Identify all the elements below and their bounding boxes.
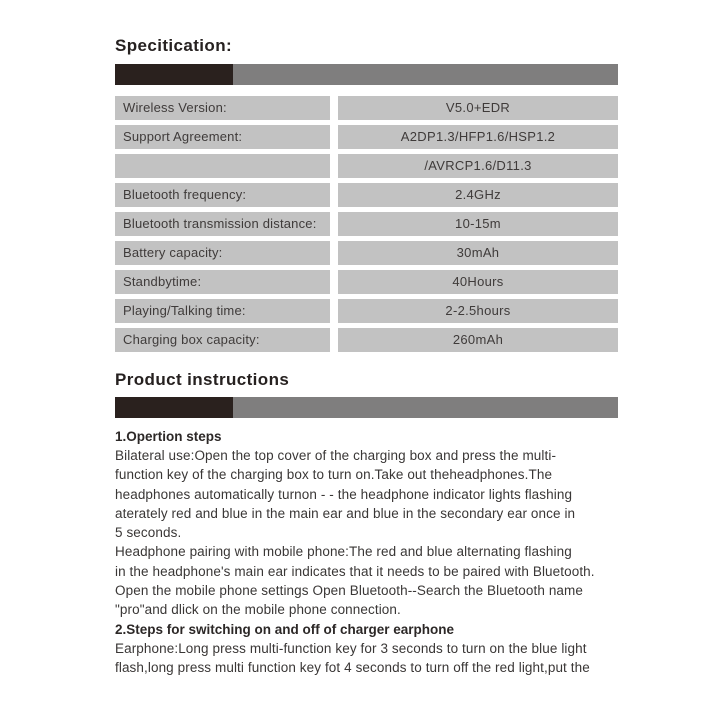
spec-value: 260mAh [338, 328, 618, 352]
spec-value: V5.0+EDR [338, 96, 618, 120]
content-column [115, 36, 620, 677]
table-row [115, 241, 620, 265]
spec-label: Battery capacity: [115, 241, 330, 265]
spec-value: 10-15m [338, 212, 618, 236]
spec-label: Bluetooth transmission distance: [115, 212, 330, 236]
body-text-line: 5 seconds. [115, 525, 182, 541]
spec-label: Playing/Talking time: [115, 299, 330, 323]
specification-table [115, 96, 620, 352]
body-text-line: "pro"and dlick on the mobile phone connection. [115, 602, 401, 618]
table-row [115, 212, 620, 236]
body-text-line: Open the mobile phone settings Open Bluetooth--Search the Bluetooth name [115, 583, 583, 599]
spec-value: 2-2.5hours [338, 299, 618, 323]
spec-label: Wireless Version: [115, 96, 330, 120]
table-row [115, 154, 620, 178]
paragraph-headphone-pairing [115, 542, 620, 619]
spec-label: Standbytime: [115, 270, 330, 294]
step1-title: 1.Opertion steps [115, 429, 222, 444]
body-text-line: function key of the charging box to turn on.Take out theheadphones.The [115, 467, 553, 483]
body-text-line: in the headphone's main ear indicates that it needs to be paired with Bluetooth. [115, 563, 595, 579]
spec-value: /AVRCP1.6/D11.3 [338, 154, 618, 178]
spec-label [115, 154, 330, 178]
paragraph-bilateral-use [115, 446, 620, 542]
section-divider-bar [115, 397, 618, 418]
table-row [115, 125, 620, 149]
spec-value: 30mAh [338, 241, 618, 265]
paragraph-earphone-switching [115, 639, 620, 678]
section-divider-bar [115, 64, 618, 85]
spec-value: A2DP1.3/HFP1.6/HSP1.2 [338, 125, 618, 149]
table-row [115, 96, 620, 120]
table-row [115, 328, 620, 352]
table-row [115, 183, 620, 207]
divider-dark-segment [115, 397, 233, 418]
body-text-line: Bilateral use:Open the top cover of the charging box and press the multi- [115, 448, 557, 463]
body-text-line: headphones automatically turnon - - the headphone indicator lights flashing [115, 486, 573, 502]
spec-label: Support Agreement: [115, 125, 330, 149]
body-text-line: Earphone:Long press multi-function key for 3 seconds to turn on the blue light [115, 640, 587, 656]
spec-value: 40Hours [338, 270, 618, 294]
spec-value: 2.4GHz [338, 183, 618, 207]
spec-label: Bluetooth frequency: [115, 183, 330, 207]
body-text-line: aterately red and blue in the main ear and blue in the secondary ear once in [115, 505, 576, 521]
body-text-line: flash,long press multi function key fot 4 seconds to turn off the red light,put the [115, 659, 590, 675]
product-instructions-heading: Product instructions [115, 370, 290, 389]
table-row [115, 299, 620, 323]
table-row [115, 270, 620, 294]
body-text-line: Headphone pairing with mobile phone:The red and blue alternating flashing [115, 544, 572, 560]
step2-title: 2.Steps for switching on and off of charger earphone [115, 621, 455, 637]
specification-heading: Specitication: [115, 36, 233, 55]
divider-dark-segment [115, 64, 233, 85]
spec-label: Charging box capacity: [115, 328, 330, 352]
